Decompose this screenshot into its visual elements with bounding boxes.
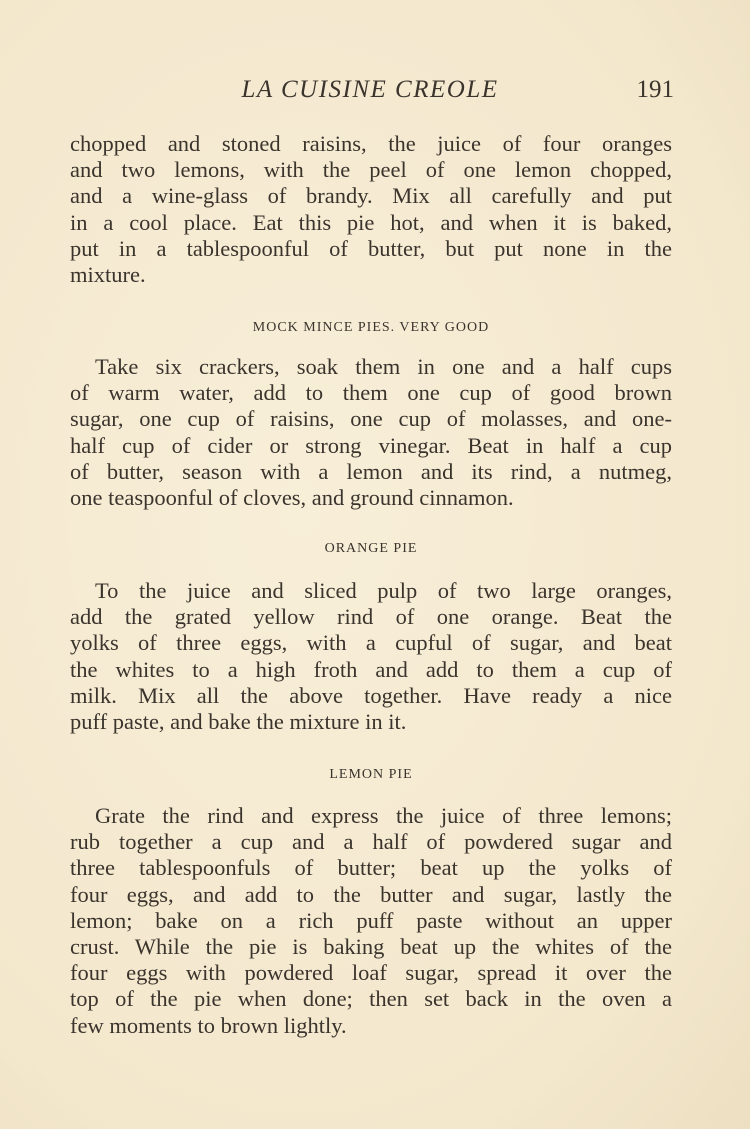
text-line: Grate the rind and express the juice of three lemons;	[95, 803, 672, 828]
recipe-heading: ORANGE PIE	[324, 541, 418, 556]
text-line: in a cool place. Eat this pie hot, and when it is baked,	[70, 209, 672, 235]
running-title: LA CUISINE CREOLE	[241, 76, 499, 103]
text-line: crust. While the pie is baking beat up the whites of the	[70, 934, 672, 959]
text-line: half cup of cider or strong vinegar. Beat in half a cup	[70, 432, 672, 458]
text-line: lemon; bake on a rich puff paste without an upper	[70, 907, 672, 933]
text-line: and a wine-glass of brandy. Mix all carefully and put	[70, 183, 672, 209]
text-line: To the juice and sliced pulp of two large oranges,	[95, 578, 672, 603]
text-line: of butter, season with a lemon and its rind, a nutmeg,	[70, 458, 672, 484]
text-line: three tablespoonfuls of butter; beat up the yolks of	[70, 855, 672, 881]
text-line: puff paste, and bake the mixture in it.	[70, 709, 407, 734]
text-line: top of the pie when done; then set back in the oven a	[70, 986, 672, 1012]
text-line: Take six crackers, soak them in one and a half cups	[95, 354, 672, 379]
recipe-heading: MOCK MINCE PIES. VERY GOOD	[252, 320, 490, 335]
recipe-heading: LEMON PIE	[329, 767, 413, 782]
text-line: chopped and stoned raisins, the juice of four oranges	[70, 131, 672, 156]
text-line: one teaspoonful of cloves, and ground cinnamon.	[70, 485, 514, 510]
text-line: four eggs with powdered loaf sugar, spread it over the	[70, 960, 672, 986]
text-line: put in a tablespoonful of butter, but put none in the	[70, 235, 672, 261]
text-line: milk. Mix all the above together. Have ready a nice	[70, 682, 672, 708]
text-line: the whites to a high froth and add to them a cup of	[70, 656, 672, 682]
page-number: 191	[636, 76, 674, 103]
text-line: yolks of three eggs, with a cupful of sugar, and beat	[70, 630, 672, 656]
text-line: of warm water, add to them one cup of good brown	[70, 380, 672, 406]
text-line: rub together a cup and a half of powdered sugar and	[70, 829, 672, 855]
text-line: sugar, one cup of raisins, one cup of molasses, and one-	[70, 406, 672, 432]
text-line: and two lemons, with the peel of one lemon chopped,	[70, 157, 672, 183]
text-line: four eggs, and add to the butter and sugar, lastly the	[70, 881, 672, 907]
text-line: few moments to brown lightly.	[70, 1012, 347, 1038]
text-line: mixture.	[70, 262, 146, 287]
text-line: add the grated yellow rind of one orange. Beat the	[70, 604, 672, 630]
